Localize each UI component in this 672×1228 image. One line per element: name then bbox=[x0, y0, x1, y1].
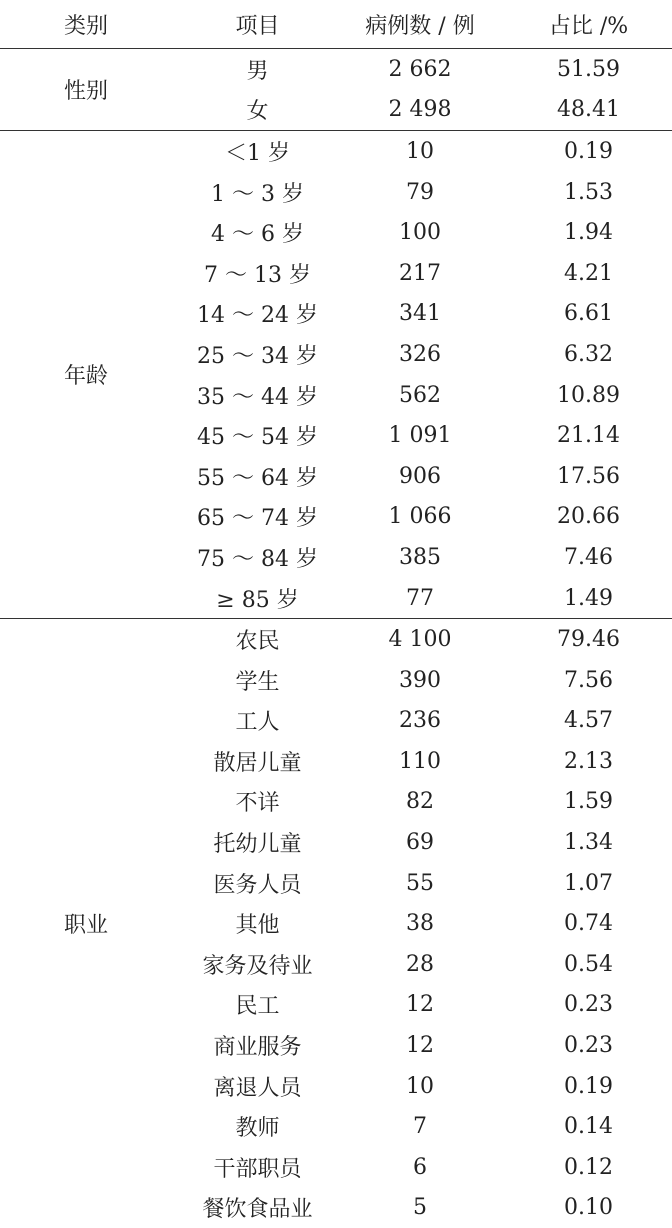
item-cell: 1 ～ 3 岁 bbox=[180, 172, 335, 213]
count-cell: 38 bbox=[335, 903, 505, 944]
count-cell: 217 bbox=[335, 253, 505, 294]
item-cell: 学生 bbox=[180, 660, 335, 701]
item-cell: 35 ～ 44 岁 bbox=[180, 375, 335, 416]
count-cell: 12 bbox=[335, 985, 505, 1026]
item-cell: 离退人员 bbox=[180, 1066, 335, 1107]
item-cell: 7 ～ 13 岁 bbox=[180, 253, 335, 294]
ratio-cell: 0.54 bbox=[505, 944, 672, 985]
header-count: 病例数 / 例 bbox=[335, 0, 505, 49]
count-cell: 79 bbox=[335, 172, 505, 213]
item-cell: 其他 bbox=[180, 903, 335, 944]
item-cell: 散居儿童 bbox=[180, 741, 335, 782]
item-cell: 托幼儿童 bbox=[180, 822, 335, 863]
ratio-cell: 4.57 bbox=[505, 701, 672, 742]
ratio-cell: 0.23 bbox=[505, 1025, 672, 1066]
item-cell: ＜1 岁 bbox=[180, 131, 335, 172]
ratio-cell: 21.14 bbox=[505, 415, 672, 456]
ratio-cell: 4.21 bbox=[505, 253, 672, 294]
ratio-cell: 1.59 bbox=[505, 782, 672, 823]
count-cell: 12 bbox=[335, 1025, 505, 1066]
table-body bbox=[0, 49, 672, 1228]
count-cell: 390 bbox=[335, 660, 505, 701]
ratio-cell: 20.66 bbox=[505, 497, 672, 538]
count-cell: 69 bbox=[335, 822, 505, 863]
item-cell: 不详 bbox=[180, 782, 335, 823]
table-row bbox=[0, 619, 672, 660]
count-cell: 236 bbox=[335, 701, 505, 742]
table-row bbox=[0, 49, 672, 90]
count-cell: 10 bbox=[335, 131, 505, 172]
ratio-cell: 6.61 bbox=[505, 294, 672, 335]
item-cell: 医务人员 bbox=[180, 863, 335, 904]
count-cell: 55 bbox=[335, 863, 505, 904]
item-cell: ≥ 85 岁 bbox=[180, 578, 335, 619]
item-cell: 4 ～ 6 岁 bbox=[180, 212, 335, 253]
count-cell: 1 091 bbox=[335, 415, 505, 456]
ratio-cell: 17.56 bbox=[505, 456, 672, 497]
item-cell: 45 ～ 54 岁 bbox=[180, 415, 335, 456]
ratio-cell: 48.41 bbox=[505, 90, 672, 131]
ratio-cell: 51.59 bbox=[505, 49, 672, 90]
category-cell: 性别 bbox=[0, 49, 180, 131]
item-cell: 女 bbox=[180, 90, 335, 131]
ratio-cell: 2.13 bbox=[505, 741, 672, 782]
ratio-cell: 0.19 bbox=[505, 131, 672, 172]
ratio-cell: 0.23 bbox=[505, 985, 672, 1026]
count-cell: 326 bbox=[335, 334, 505, 375]
ratio-cell: 1.94 bbox=[505, 212, 672, 253]
ratio-cell: 0.74 bbox=[505, 903, 672, 944]
count-cell: 4 100 bbox=[335, 619, 505, 660]
item-cell: 55 ～ 64 岁 bbox=[180, 456, 335, 497]
count-cell: 10 bbox=[335, 1066, 505, 1107]
ratio-cell: 0.10 bbox=[505, 1188, 672, 1228]
ratio-cell: 7.46 bbox=[505, 537, 672, 578]
header-category: 类别 bbox=[0, 0, 180, 49]
ratio-cell: 0.19 bbox=[505, 1066, 672, 1107]
ratio-cell: 6.32 bbox=[505, 334, 672, 375]
count-cell: 5 bbox=[335, 1188, 505, 1228]
count-cell: 77 bbox=[335, 578, 505, 619]
item-cell: 65 ～ 74 岁 bbox=[180, 497, 335, 538]
ratio-cell: 1.49 bbox=[505, 578, 672, 619]
header-ratio: 占比 /% bbox=[505, 0, 672, 49]
item-cell: 75 ～ 84 岁 bbox=[180, 537, 335, 578]
ratio-cell: 0.12 bbox=[505, 1147, 672, 1188]
count-cell: 28 bbox=[335, 944, 505, 985]
count-cell: 7 bbox=[335, 1106, 505, 1147]
count-cell: 2 498 bbox=[335, 90, 505, 131]
item-cell: 25 ～ 34 岁 bbox=[180, 334, 335, 375]
header-item: 项目 bbox=[180, 0, 335, 49]
item-cell: 14 ～ 24 岁 bbox=[180, 294, 335, 335]
count-cell: 1 066 bbox=[335, 497, 505, 538]
item-cell: 干部职员 bbox=[180, 1147, 335, 1188]
item-cell: 餐饮食品业 bbox=[180, 1188, 335, 1228]
count-cell: 82 bbox=[335, 782, 505, 823]
item-cell: 民工 bbox=[180, 985, 335, 1026]
ratio-cell: 1.07 bbox=[505, 863, 672, 904]
ratio-cell: 1.34 bbox=[505, 822, 672, 863]
item-cell: 商业服务 bbox=[180, 1025, 335, 1066]
ratio-cell: 1.53 bbox=[505, 172, 672, 213]
item-cell: 教师 bbox=[180, 1106, 335, 1147]
item-cell: 农民 bbox=[180, 619, 335, 660]
count-cell: 906 bbox=[335, 456, 505, 497]
item-cell: 工人 bbox=[180, 701, 335, 742]
count-cell: 341 bbox=[335, 294, 505, 335]
ratio-cell: 7.56 bbox=[505, 660, 672, 701]
ratio-cell: 0.14 bbox=[505, 1106, 672, 1147]
count-cell: 562 bbox=[335, 375, 505, 416]
count-cell: 100 bbox=[335, 212, 505, 253]
count-cell: 110 bbox=[335, 741, 505, 782]
item-cell: 男 bbox=[180, 49, 335, 90]
table-row bbox=[0, 131, 672, 172]
category-cell: 年龄 bbox=[0, 131, 180, 619]
count-cell: 385 bbox=[335, 537, 505, 578]
item-cell: 家务及待业 bbox=[180, 944, 335, 985]
category-cell: 职业 bbox=[0, 619, 180, 1228]
ratio-cell: 79.46 bbox=[505, 619, 672, 660]
header-row bbox=[0, 0, 672, 49]
count-cell: 6 bbox=[335, 1147, 505, 1188]
count-cell: 2 662 bbox=[335, 49, 505, 90]
ratio-cell: 10.89 bbox=[505, 375, 672, 416]
table-header bbox=[0, 0, 672, 49]
